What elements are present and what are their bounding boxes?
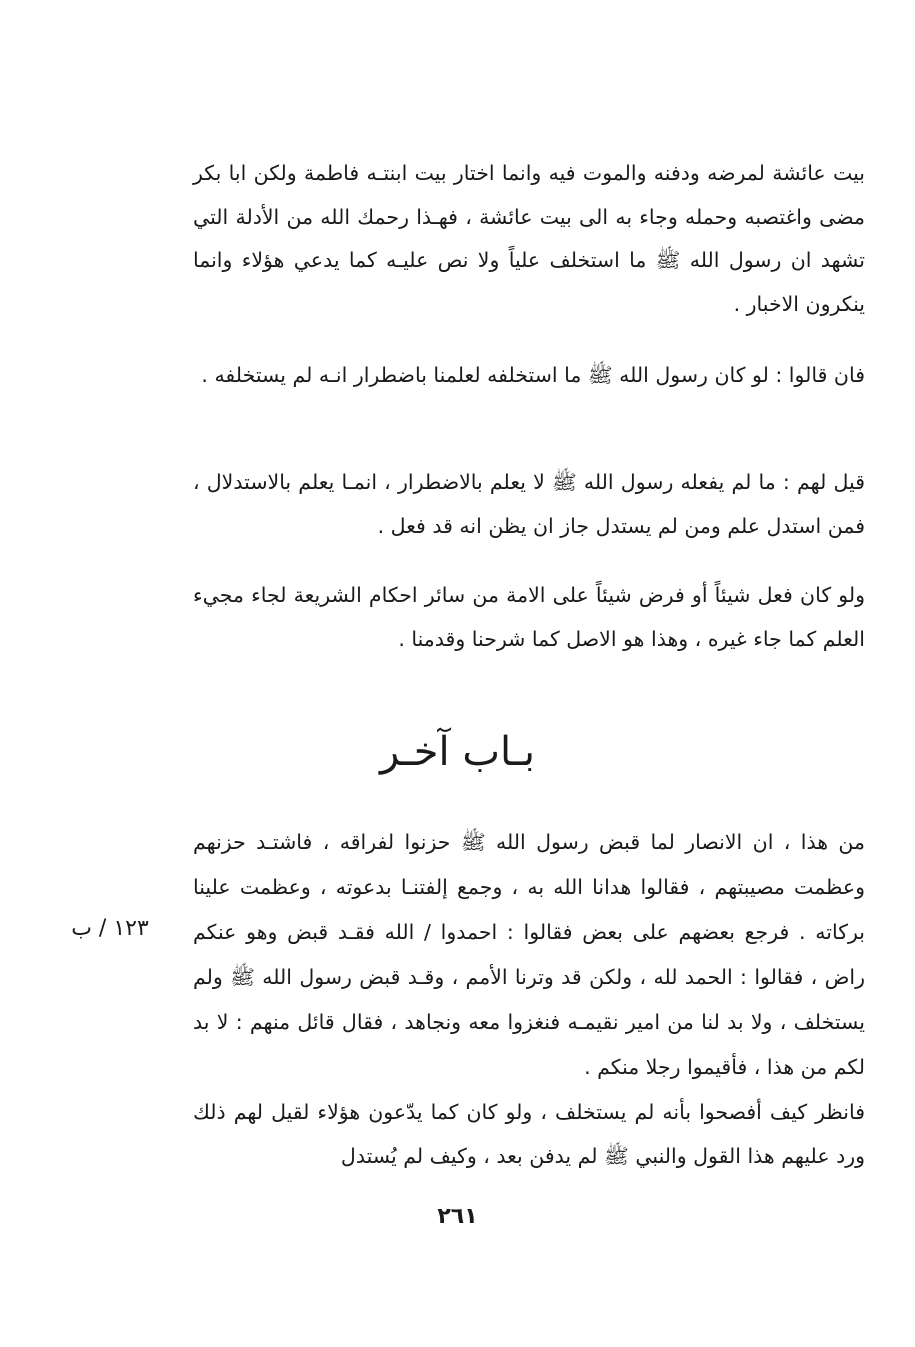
paragraph-5-text: من هذا ، ان الانصار لما قبض رسول الله ﷺ حزنوا لفراقه ، فاشتـد حزنهم وعظمت مصيبتهم ، فقالوا هدانا الله به ، وجمع إلفتنـا بدعوته ، وعظمت علينا بركاته . فرجع بعضهم على بعض فقالوا : احمدوا / الله فقـد قبض وهو عنكم راض ، فقالوا : الحمد لله ، ولكن قد وترنا الأمم ، وقـد قبض رسول الله ﷺ ولم يستخلف ، ولا بد لنا من امير نقيمـه فنغزوا معه ونجاهد ، فقال قائل منهم : لا بد لكم من هذا ، فأقيموا رجلا منكم .: [193, 830, 865, 1079]
paragraph-5: [193, 820, 865, 1090]
section-heading: [0, 722, 915, 782]
paragraph-2: [193, 354, 865, 398]
paragraph-4-text: ولو كان فعل شيئاً أو فرض شيئاً على الامة من سائر احكام الشريعة لجاء مجيء العلم كما جاء غيره ، وهذا هو الاصل كما شرحنا وقدمنا .: [193, 583, 865, 651]
paragraph-3-text: قيل لهم : ما لم يفعله رسول الله ﷺ لا يعلم بالاضطرار ، انمـا يعلم بالاستدلال ، فمن استدل علم ومن لم يستدل جاز ان يظن انه قد فعل .: [193, 470, 865, 538]
paragraph-2-text: فان قالوا : لو كان رسول الله ﷺ ما استخلفه لعلمنا باضطرار انـه لم يستخلفه .: [201, 363, 865, 387]
section-heading-text: بـاب آخـر: [379, 729, 536, 775]
page-number: ٢٦١: [437, 1204, 478, 1229]
margin-folio-note: ١٢٣ / ب: [71, 916, 149, 941]
paragraph-6: [193, 1091, 865, 1178]
paragraph-4: [193, 574, 865, 661]
paragraph-6-text: فانظر كيف أفصحوا بأنه لم يستخلف ، ولو كان كما يدّعون هؤلاء لقيل لهم ذلك ورد عليهم هذا القول والنبي ﷺ لم يدفن بعد ، وكيف لم يُستدل: [193, 1100, 865, 1168]
paragraph-3: [193, 461, 865, 548]
paragraph-1: [193, 152, 865, 326]
paragraph-1-text: بيت عائشة لمرضه ودفنه والموت فيه وانما اختار بيت ابنتـه فاطمة ولكن ابا بكر مضى واغتصبه وحمله وجاء به الى بيت عائشة ، فهـذا رحمك الله من الأدلة التي تشهد ان رسول الله ﷺ ما استخلف علياً ولا نص عليـه كما يدعي هؤلاء وانما ينكرون الاخبار .: [193, 161, 865, 316]
